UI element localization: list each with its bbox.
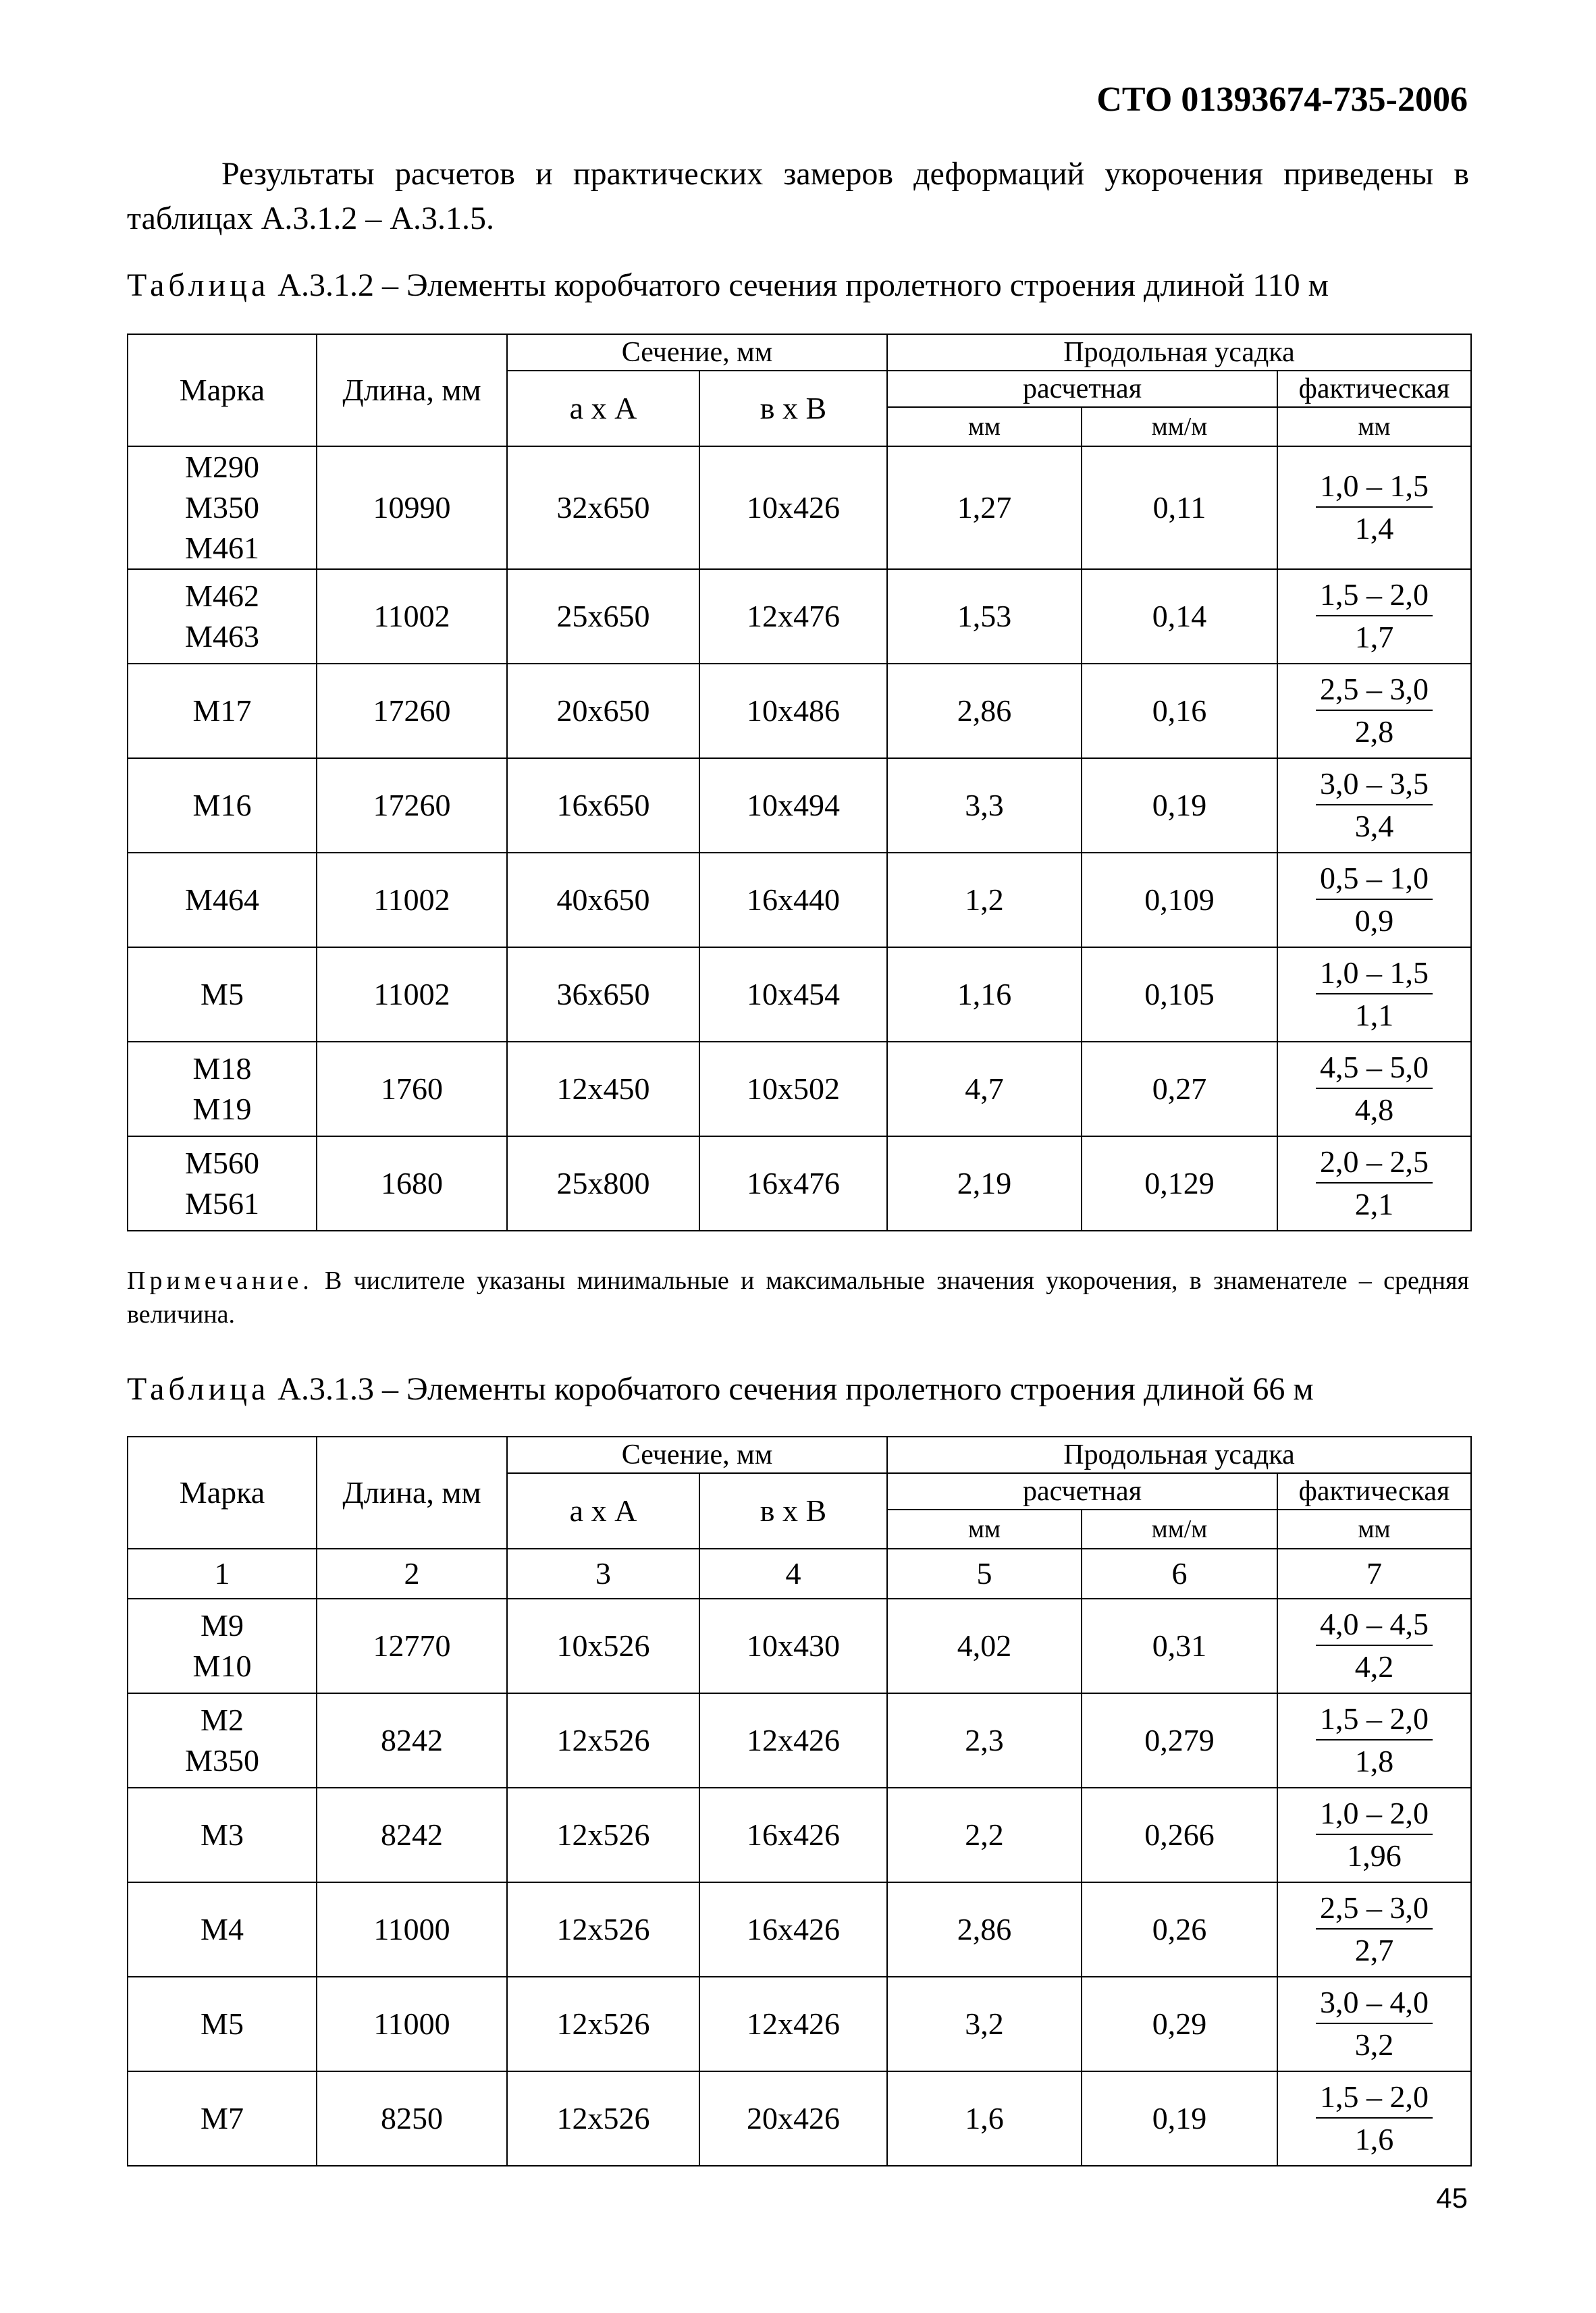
table2-header-actual: фактическая — [1277, 1473, 1471, 1510]
cell-mm-per-m: 0,266 — [1082, 1788, 1277, 1882]
cell-vxB: 10х502 — [699, 1042, 887, 1136]
cell-marka: М2 М350 — [128, 1693, 317, 1788]
fraction — [1316, 764, 1433, 847]
table2-colnum: 5 — [887, 1549, 1082, 1599]
cell-axA: 12х526 — [507, 1882, 699, 1977]
table2-colnum: 7 — [1277, 1549, 1471, 1599]
fraction — [1316, 1699, 1433, 1782]
fraction-average: 1,7 — [1354, 620, 1394, 654]
fraction-range: 4,5 – 5,0 — [1316, 1047, 1433, 1089]
cell-vxB: 16х426 — [699, 1788, 887, 1882]
cell-mm: 2,86 — [887, 1882, 1082, 1977]
cell-axA: 10х526 — [507, 1599, 699, 1693]
fraction-range: 3,0 – 4,0 — [1316, 1982, 1433, 2024]
fraction-average: 3,4 — [1354, 809, 1394, 843]
fraction-range: 1,0 – 2,0 — [1316, 1793, 1433, 1835]
table1-header — [128, 334, 1471, 446]
cell-length: 11002 — [317, 569, 507, 664]
cell-axA: 40х650 — [507, 853, 699, 947]
table1-header-mm-actual: мм — [1277, 407, 1471, 446]
cell-axA: 16х650 — [507, 758, 699, 853]
table2 — [127, 1436, 1472, 2166]
table2-caption-text: А.3.1.3 – Элементы коробчатого сечения пролетного строения длиной 66 м — [277, 1371, 1314, 1407]
fraction-range: 1,0 – 1,5 — [1316, 953, 1433, 994]
cell-length: 10990 — [317, 446, 507, 569]
table2-colnum: 4 — [699, 1549, 887, 1599]
cell-mm-per-m: 0,19 — [1082, 2071, 1277, 2166]
table-row — [128, 758, 1471, 853]
cell-length: 17260 — [317, 664, 507, 758]
cell-mm: 4,02 — [887, 1599, 1082, 1693]
table-row — [128, 1788, 1471, 1882]
cell-actual — [1277, 1788, 1471, 1882]
table-row — [128, 446, 1471, 569]
table1-header-actual: фактическая — [1277, 371, 1471, 407]
table1-caption-text: А.3.1.2 – Элементы коробчатого сечения пролетного строения длиной 110 м — [277, 267, 1329, 303]
table1 — [127, 334, 1472, 1231]
cell-vxB: 10х454 — [699, 947, 887, 1042]
table2-header-mm-per-m: мм/м — [1082, 1510, 1277, 1549]
table2-header-length: Длина, мм — [317, 1437, 507, 1549]
fraction-average: 0,9 — [1354, 903, 1394, 938]
cell-mm: 2,3 — [887, 1693, 1082, 1788]
cell-marka: М16 — [128, 758, 317, 853]
table2-header-section: Сечение, мм — [507, 1437, 887, 1473]
cell-vxB: 20х426 — [699, 2071, 887, 2166]
fraction — [1316, 669, 1433, 753]
cell-mm: 2,2 — [887, 1788, 1082, 1882]
cell-marka: М17 — [128, 664, 317, 758]
fraction-range: 4,0 – 4,5 — [1316, 1604, 1433, 1646]
cell-actual — [1277, 758, 1471, 853]
cell-actual — [1277, 569, 1471, 664]
fraction — [1316, 953, 1433, 1036]
table2-header-mm-actual: мм — [1277, 1510, 1471, 1549]
table2-colnum: 1 — [128, 1549, 317, 1599]
cell-length: 1680 — [317, 1136, 507, 1231]
fraction — [1316, 1142, 1433, 1225]
cell-length: 11000 — [317, 1882, 507, 1977]
fraction-average: 4,8 — [1354, 1092, 1394, 1127]
cell-mm-per-m: 0,29 — [1082, 1977, 1277, 2071]
table1-body — [128, 446, 1471, 1231]
table1-caption-label: Таблица — [127, 267, 270, 303]
document-code: СТО 01393674-735-2006 — [1096, 80, 1468, 119]
table-row — [128, 1882, 1471, 1977]
fraction — [1316, 1888, 1433, 1971]
table1-header-calculated: расчетная — [887, 371, 1277, 407]
table1-header-vxB: в х В — [699, 371, 887, 446]
fraction-range: 1,5 – 2,0 — [1316, 2077, 1433, 2119]
cell-mm-per-m: 0,279 — [1082, 1693, 1277, 1788]
fraction-average: 2,1 — [1354, 1187, 1394, 1221]
fraction — [1316, 1982, 1433, 2066]
cell-actual — [1277, 2071, 1471, 2166]
cell-axA: 12х526 — [507, 1693, 699, 1788]
fraction-average: 1,8 — [1354, 1744, 1394, 1778]
table2-body — [128, 1599, 1471, 2166]
table1-header-marka: Марка — [128, 334, 317, 446]
fraction-range: 3,0 – 3,5 — [1316, 764, 1433, 805]
cell-vxB: 16х440 — [699, 853, 887, 947]
cell-length: 12770 — [317, 1599, 507, 1693]
table2-caption-label: Таблица — [127, 1371, 270, 1407]
cell-mm: 1,2 — [887, 853, 1082, 947]
table2-header-marka: Марка — [128, 1437, 317, 1549]
cell-length: 8242 — [317, 1788, 507, 1882]
page-number: 45 — [1436, 2182, 1468, 2214]
table-row — [128, 1599, 1471, 1693]
cell-length: 8242 — [317, 1693, 507, 1788]
cell-marka: М4 — [128, 1882, 317, 1977]
cell-vxB: 10х430 — [699, 1599, 887, 1693]
table-row — [128, 1693, 1471, 1788]
cell-actual — [1277, 1136, 1471, 1231]
fraction-average: 2,8 — [1354, 714, 1394, 749]
cell-mm-per-m: 0,27 — [1082, 1042, 1277, 1136]
table1-header-section: Сечение, мм — [507, 334, 887, 371]
table1-caption — [127, 267, 1329, 304]
fraction — [1316, 466, 1433, 550]
cell-marka: М560 М561 — [128, 1136, 317, 1231]
cell-axA: 12х526 — [507, 2071, 699, 2166]
table-row — [128, 569, 1471, 664]
cell-mm: 3,2 — [887, 1977, 1082, 2071]
cell-vxB: 16х426 — [699, 1882, 887, 1977]
cell-actual — [1277, 664, 1471, 758]
cell-axA: 25х650 — [507, 569, 699, 664]
table2-colnum: 3 — [507, 1549, 699, 1599]
table-row — [128, 1977, 1471, 2071]
cell-length: 11000 — [317, 1977, 507, 2071]
cell-mm: 3,3 — [887, 758, 1082, 853]
cell-marka: М3 — [128, 1788, 317, 1882]
fraction — [1316, 2077, 1433, 2160]
cell-mm-per-m: 0,19 — [1082, 758, 1277, 853]
cell-axA: 12х450 — [507, 1042, 699, 1136]
cell-axA: 25х800 — [507, 1136, 699, 1231]
cell-mm: 1,16 — [887, 947, 1082, 1042]
fraction — [1316, 1793, 1433, 1877]
cell-mm-per-m: 0,105 — [1082, 947, 1277, 1042]
fraction-range: 2,5 – 3,0 — [1316, 669, 1433, 711]
table1-header-length: Длина, мм — [317, 334, 507, 446]
fraction-average: 2,7 — [1354, 1933, 1394, 1967]
table-row — [128, 1136, 1471, 1231]
fraction-average: 4,2 — [1354, 1649, 1394, 1684]
cell-actual — [1277, 853, 1471, 947]
cell-vxB: 12х426 — [699, 1693, 887, 1788]
cell-vxB: 12х426 — [699, 1977, 887, 2071]
note-label: Примечание. — [127, 1267, 313, 1295]
fraction — [1316, 1047, 1433, 1131]
cell-length: 1760 — [317, 1042, 507, 1136]
table2-header-calculated: расчетная — [887, 1473, 1277, 1510]
cell-length: 11002 — [317, 853, 507, 947]
intro-paragraph: Результаты расчетов и практических замеров деформаций укорочения приведены в таблицах А.3.1.2 – А.3.1.5. — [127, 156, 1469, 236]
cell-axA: 36х650 — [507, 947, 699, 1042]
cell-mm-per-m: 0,16 — [1082, 664, 1277, 758]
fraction-average: 1,1 — [1354, 998, 1394, 1032]
fraction-average: 3,2 — [1354, 2027, 1394, 2062]
fraction-range: 2,5 – 3,0 — [1316, 1888, 1433, 1930]
cell-actual — [1277, 446, 1471, 569]
cell-actual — [1277, 947, 1471, 1042]
fraction-average: 1,6 — [1354, 2122, 1394, 2156]
table1-header-axA: а х А — [507, 371, 699, 446]
cell-marka: М5 — [128, 947, 317, 1042]
cell-length: 11002 — [317, 947, 507, 1042]
cell-axA: 12х526 — [507, 1977, 699, 2071]
cell-marka: М5 — [128, 1977, 317, 2071]
fraction-range: 0,5 – 1,0 — [1316, 858, 1433, 900]
cell-mm: 4,7 — [887, 1042, 1082, 1136]
table1-note — [127, 1264, 1469, 1331]
table2-header-axA: а х А — [507, 1473, 699, 1549]
cell-length: 8250 — [317, 2071, 507, 2166]
table2-header — [128, 1437, 1471, 1599]
cell-vxB: 16х476 — [699, 1136, 887, 1231]
fraction-average: 1,4 — [1354, 511, 1394, 546]
cell-marka: М7 — [128, 2071, 317, 2166]
table2-header-mm-calc: мм — [887, 1510, 1082, 1549]
cell-actual — [1277, 1977, 1471, 2071]
cell-marka: М462 М463 — [128, 569, 317, 664]
cell-actual — [1277, 1599, 1471, 1693]
fraction-range: 1,5 – 2,0 — [1316, 1699, 1433, 1740]
table1-header-shrinkage: Продольная усадка — [887, 334, 1471, 371]
table-row — [128, 1042, 1471, 1136]
cell-mm-per-m: 0,109 — [1082, 853, 1277, 947]
fraction-range: 1,0 – 1,5 — [1316, 466, 1433, 508]
cell-axA: 12х526 — [507, 1788, 699, 1882]
table1-header-mm-per-m: мм/м — [1082, 407, 1277, 446]
table1-header-mm-calc: мм — [887, 407, 1082, 446]
cell-mm-per-m: 0,31 — [1082, 1599, 1277, 1693]
cell-marka: М9 М10 — [128, 1599, 317, 1693]
table-row — [128, 853, 1471, 947]
cell-mm: 1,27 — [887, 446, 1082, 569]
cell-axA: 20х650 — [507, 664, 699, 758]
cell-mm-per-m: 0,11 — [1082, 446, 1277, 569]
cell-mm-per-m: 0,14 — [1082, 569, 1277, 664]
table-row — [128, 664, 1471, 758]
cell-vxB: 10х426 — [699, 446, 887, 569]
table2-colnum: 6 — [1082, 1549, 1277, 1599]
fraction — [1316, 858, 1433, 942]
table2-header-shrinkage: Продольная усадка — [887, 1437, 1471, 1473]
cell-vxB: 10х494 — [699, 758, 887, 853]
cell-mm: 1,53 — [887, 569, 1082, 664]
fraction — [1316, 575, 1433, 658]
table2-colnum: 2 — [317, 1549, 507, 1599]
cell-mm-per-m: 0,129 — [1082, 1136, 1277, 1231]
cell-actual — [1277, 1042, 1471, 1136]
cell-marka: М290 М350 М461 — [128, 446, 317, 569]
cell-mm-per-m: 0,26 — [1082, 1882, 1277, 1977]
table2-caption — [127, 1371, 1314, 1408]
table-row — [128, 2071, 1471, 2166]
cell-axA: 32х650 — [507, 446, 699, 569]
fraction-range: 1,5 – 2,0 — [1316, 575, 1433, 616]
cell-actual — [1277, 1882, 1471, 1977]
note-text: В числителе указаны минимальные и максимальные значения укорочения, в знаменателе – средняя величина. — [127, 1267, 1470, 1329]
cell-length: 17260 — [317, 758, 507, 853]
cell-marka: М464 — [128, 853, 317, 947]
fraction-average: 1,96 — [1347, 1838, 1402, 1873]
cell-marka: М18 М19 — [128, 1042, 317, 1136]
cell-actual — [1277, 1693, 1471, 1788]
cell-mm: 2,86 — [887, 664, 1082, 758]
table2-header-vxB: в х В — [699, 1473, 887, 1549]
cell-vxB: 12х476 — [699, 569, 887, 664]
cell-vxB: 10х486 — [699, 664, 887, 758]
cell-mm: 1,6 — [887, 2071, 1082, 2166]
fraction-range: 2,0 – 2,5 — [1316, 1142, 1433, 1184]
cell-mm: 2,19 — [887, 1136, 1082, 1231]
fraction — [1316, 1604, 1433, 1688]
table-row — [128, 947, 1471, 1042]
